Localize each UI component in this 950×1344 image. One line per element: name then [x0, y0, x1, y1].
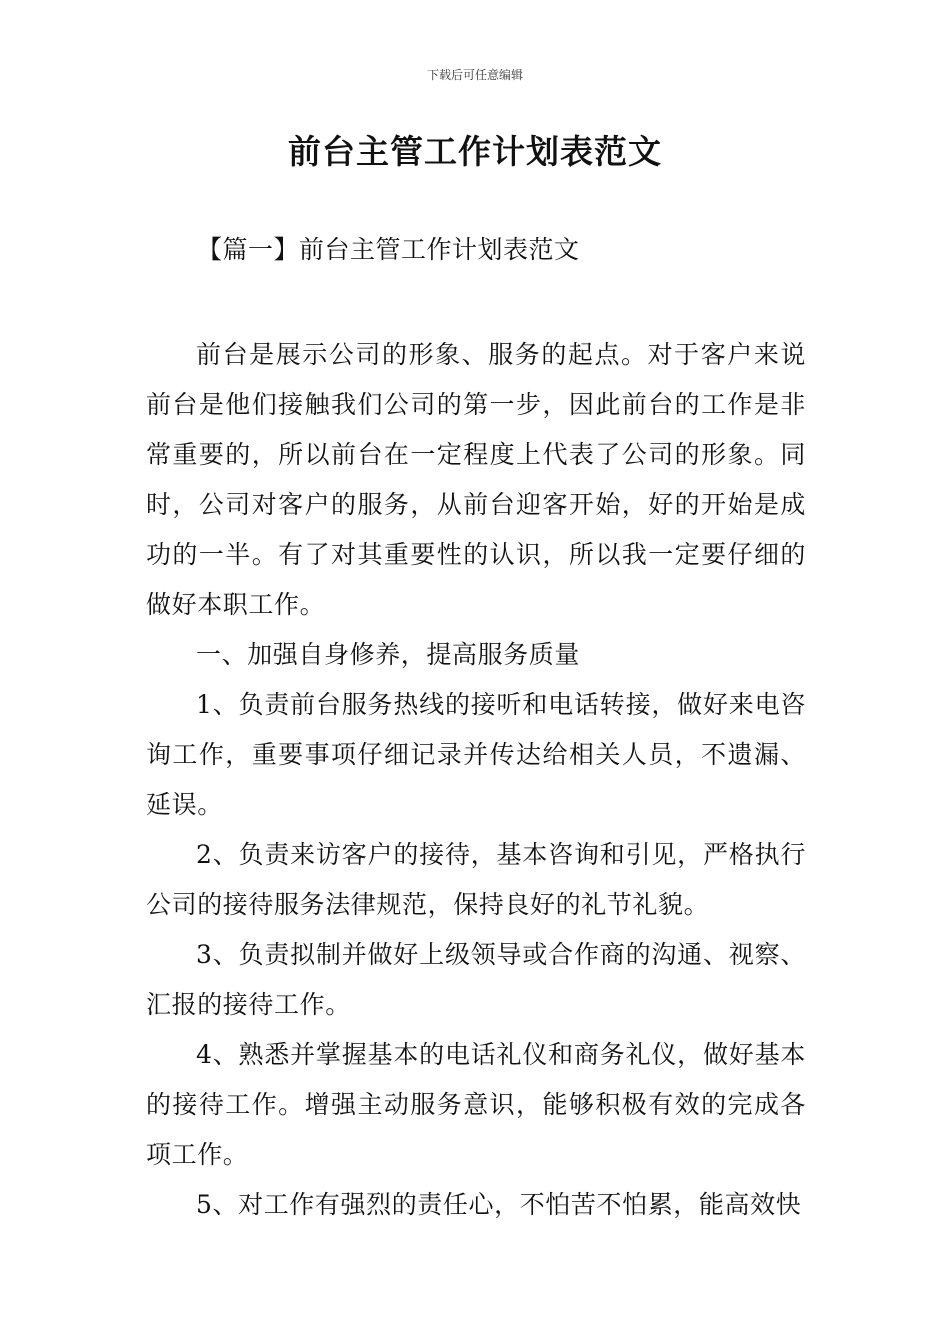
paragraph-item-4: 4、熟悉并掌握基本的电话礼仪和商务礼仪，做好基本的接待工作。增强主动服务意识，能够积极有效的完成各项工作。 — [146, 1040, 806, 1169]
paragraph-item-1: 1、负责前台服务热线的接听和电话转接，做好来电咨询工作，重要事项仔细记录并传达给相关人员，不遗漏、延误。 — [146, 690, 806, 819]
paragraph-intro: 前台是展示公司的形象、服务的起点。对于客户来说前台是他们接触我们公司的第一步，因此前台的工作是非常重要的，所以前台在一定程度上代表了公司的形象。同时，公司对客户的服务，从前台迎客开始，好的开始是成功的一半。有了对其重要性的认识，所以我一定要仔细的做好本职工作。 — [146, 340, 806, 619]
paragraph-item-2: 2、负责来访客户的接待，基本咨询和引见，严格执行公司的接待服务法律规范，保持良好的礼节礼貌。 — [146, 840, 806, 919]
section-heading: 【篇一】前台主管工作计划表范文 — [197, 235, 580, 264]
document-body — [146, 330, 806, 1230]
paragraph-item-5: 5、对工作有强烈的责任心，不怕苦不怕累，能高效快 — [196, 1190, 802, 1219]
paragraph-item-3: 3、负责拟制并做好上级领导或合作商的沟通、视察、汇报的接待工作。 — [146, 940, 806, 1019]
document-title: 前台主管工作计划表范文 — [288, 132, 662, 171]
header-note: 下载后可任意编辑 — [426, 68, 523, 82]
paragraph-heading-1: 一、加强自身修养，提高服务质量 — [196, 640, 581, 669]
